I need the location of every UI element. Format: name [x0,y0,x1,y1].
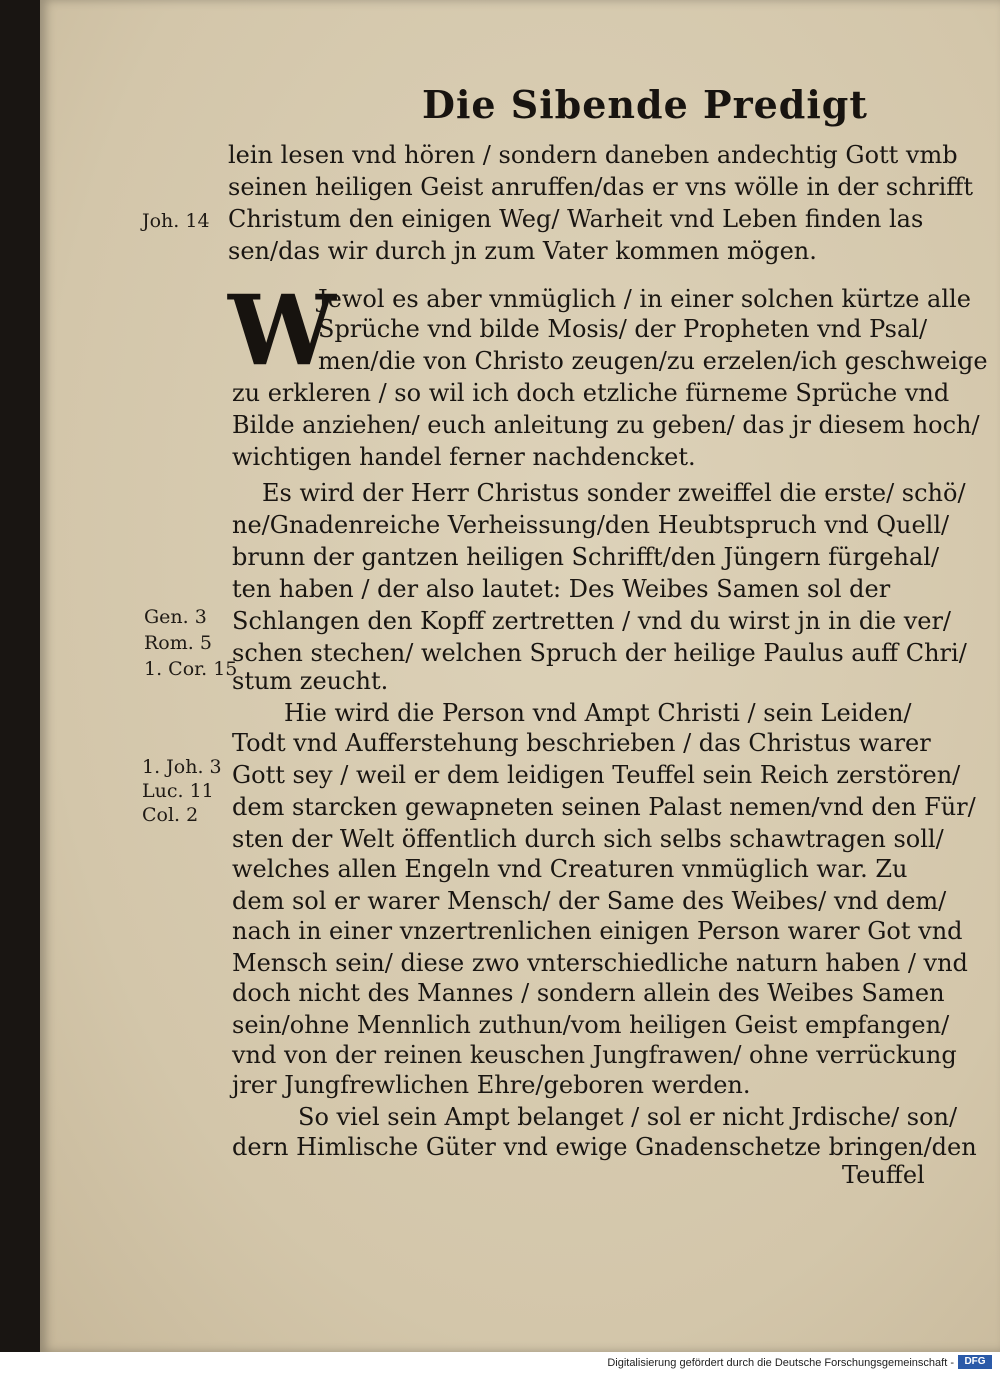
text-line: welches allen Engeln vnd Creaturen vnmüglich war. Zu [232,855,908,883]
marginal-reference: 1. Cor. 15 [144,658,238,680]
text-line: stum zeucht. [232,667,389,695]
text-line: dem starcken gewapneten seinen Palast nemen/vnd den Für/ [232,793,976,821]
text-line: Christum den einigen Weg/ Warheit vnd Leben finden las [228,205,924,233]
text-line: dem sol er warer Mensch/ der Same des Weibes/ vnd dem/ [232,887,947,915]
text-line: Jewol es aber vnmüglich / in einer solchen kürtze alle [318,285,971,313]
text-line: Todt vnd Aufferstehung beschrieben / das Christus warer [232,729,931,757]
text-line: sein/ohne Mennlich zuthun/vom heiligen Geist empfangen/ [232,1011,950,1039]
text-line: seinen heiligen Geist anruffen/das er vns wölle in der schrifft [228,173,973,201]
text-line: lein lesen vnd hören / sondern daneben andechtig Gott vmb [228,141,958,169]
text-line: men/die von Christo zeugen/zu erzelen/ich geschweige [318,347,988,375]
text-line: jrer Jungfrewlichen Ehre/geboren werden. [232,1071,751,1099]
text-line: Hie wird die Person vnd Ampt Christi / sein Leiden/ [284,699,912,727]
text-line: Schlangen den Kopff zertretten / vnd du wirst jn in die ver/ [232,607,952,635]
text-line: ne/Gnadenreiche Verheissung/den Heubtspruch vnd Quell/ [232,511,950,539]
marginal-reference: 1. Joh. 3 [142,756,222,778]
marginal-reference: Luc. 11 [142,780,214,802]
marginal-reference: Col. 2 [142,804,199,826]
text-line: Sprüche vnd bilde Mosis/ der Propheten vnd Psal/ [318,315,928,343]
page-header: Die Sibende Predigt [422,82,868,127]
text-line: doch nicht des Mannes / sondern allein des Weibes Samen [232,979,945,1007]
text-line: schen stechen/ welchen Spruch der heilige Paulus auff Chri/ [232,639,967,667]
text-line: wichtigen handel ferner nachdencket. [232,443,696,471]
text-line: Gott sey / weil er dem leidigen Teuffel sein Reich zerstören/ [232,761,961,789]
text-line: ten haben / der also lautet: Des Weibes Samen sol der [232,575,891,603]
text-line: Es wird der Herr Christus sonder zweiffel die erste/ schö/ [262,479,966,507]
text-line: So viel sein Ampt belanget / sol er nicht Jrdische/ son/ [298,1103,958,1131]
marginal-reference: Rom. 5 [144,632,212,654]
text-line: dern Himlische Güter vnd ewige Gnadenschetze bringen/den [232,1133,977,1161]
decorated-initial: W [228,274,336,387]
text-line: vnd von der reinen keuschen Jungfrawen/ ohne verrückung [232,1041,957,1069]
text-line: nach in einer vnzertrenlichen einigen Person warer Got vnd [232,917,963,945]
marginal-reference: Gen. 3 [144,606,207,628]
text-line: brunn der gantzen heiligen Schrifft/den Jüngern fürgehal/ [232,543,940,571]
text-line: Bilde anziehen/ euch anleitung zu geben/ das jr diesem hoch/ [232,411,980,439]
dfg-logo: DFG [958,1355,992,1369]
digitization-credit: Digitalisierung gefördert durch die Deutsche Forschungsgemeinschaft - [607,1357,954,1369]
text-line: zu erkleren / so wil ich doch etzliche fürneme Sprüche vnd [232,379,950,407]
text-line: sten der Welt öffentlich durch sich selbs schawtragen soll/ [232,825,944,853]
marginal-reference: Joh. 14 [142,210,210,232]
text-line: sen/das wir durch jn zum Vater kommen mögen. [228,237,817,265]
catchword: Teuffel [842,1161,925,1189]
text-line: Mensch sein/ diese zwo vnterschiedliche naturn haben / vnd [232,949,968,977]
